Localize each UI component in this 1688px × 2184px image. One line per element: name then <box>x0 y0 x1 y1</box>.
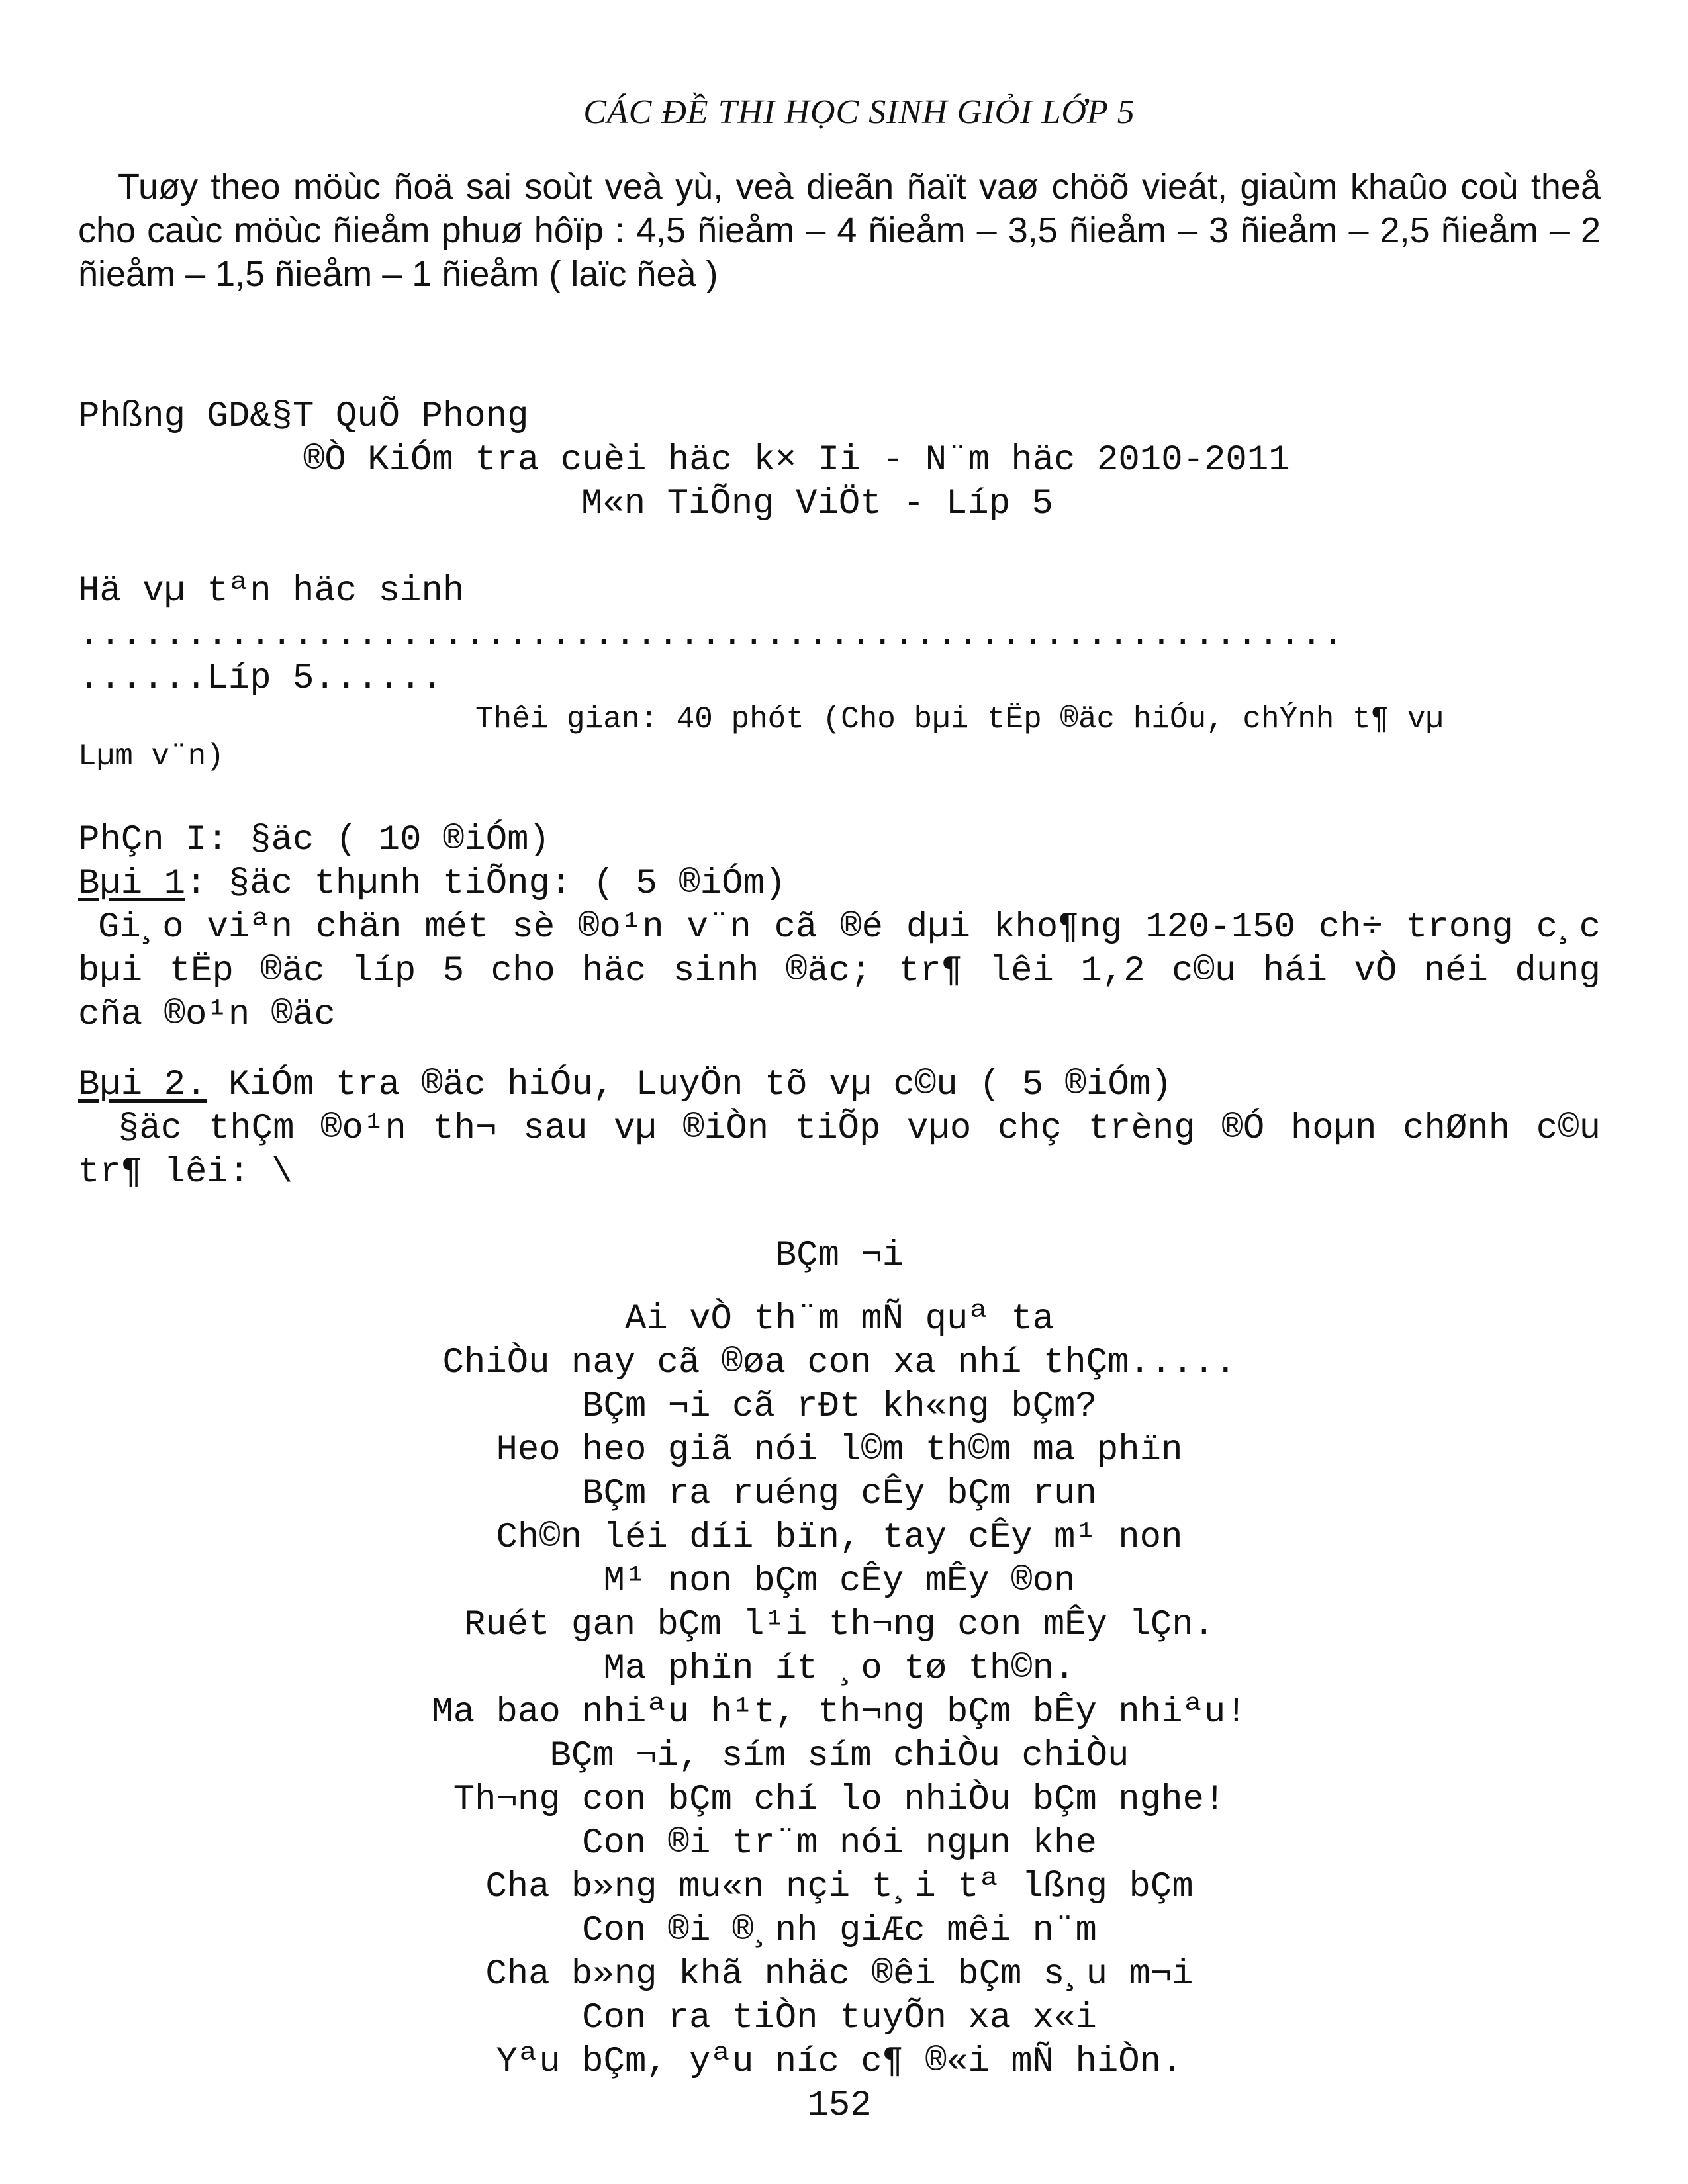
dotted-line: ........................................................... <box>78 615 1344 655</box>
class-line: ......Líp 5...... <box>78 659 443 699</box>
poem-line: Heo heo giã nói l©m th©m ma phïn <box>496 1430 1183 1471</box>
bai1-title: : §äc thµnh tiÕng: ( 5 ®iÓm) <box>185 864 786 904</box>
poem-title: BÇm ¬i <box>774 1236 904 1276</box>
poem-line: Cha b»ng mu«n nçi t¸i tª lßng bÇm <box>485 1867 1194 1907</box>
document-page <box>78 93 1601 2128</box>
bai2-title: KiÓm tra ®äc hiÓu, LuyÖn tõ vµ c©u ( 5 ®iÓm) <box>207 1065 1172 1105</box>
poem-line: Yªu bÇm, yªu níc c¶ ®«i mÑ hiÒn. <box>496 2042 1183 2082</box>
bai2-label: Bµi 2. <box>78 1065 207 1105</box>
part1-heading: PhÇn I: §äc ( 10 ®iÓm) <box>78 820 550 860</box>
scoring-note: Tuøy theo möùc ñoä sai soùt veà yù, veà dieãn ñaït vaø chöõ vieát, giaùm khaûo coù theå cho caùc möùc ñieåm phuø hôïp : 4,5 ñieåm – 4 ñieåm – 3,5 ñieåm – 3 ñieåm – 2,5 ñieåm – 2 ñieåm – 1,5 ñieåm – 1 ñieåm ( laïc ñeà ) <box>78 167 1601 294</box>
poem-line: Con ®i ®¸nh giÆc mêi n¨m <box>582 1911 1097 1951</box>
time-line-1: Thêi gian: 40 phót (Cho bµi tËp ®äc hiÓu, chÝnh t¶ vµ <box>475 702 1444 737</box>
bai2-heading <box>78 1064 1601 1107</box>
poem-line: Con ®i tr¨m nói ngµn khe <box>582 1823 1097 1864</box>
poem-line: Con ra tiÒn tuyÕn xa x«i <box>582 1998 1097 2038</box>
time-line-2: Lµm v¨n) <box>78 739 224 774</box>
poem-line: BÇm ra ruéng cÊy bÇm run <box>582 1474 1097 1514</box>
poem-line: ChiÒu nay cã ®øa con xa nhí thÇm..... <box>442 1343 1237 1383</box>
student-name-label: Hä vµ tªn häc sinh <box>78 571 465 612</box>
poem-line: Ch©n léi díi bïn, tay cÊy m¹ non <box>496 1518 1183 1558</box>
bai1-label: Bµi 1 <box>78 864 186 904</box>
poem <box>78 1234 1601 2084</box>
bai1-heading <box>78 862 1601 906</box>
poem-line: Ai vÒ th¨m mÑ quª ta <box>624 1299 1055 1340</box>
bai2-text: §äc thÇm ®o¹n th¬ sau vµ ®iÒn tiÕp vµo chç trèng ®Ó hoµn chØnh c©u tr¶ lêi: \ <box>78 1109 1601 1193</box>
poem-line: Cha b»ng khã nhäc ®êi bÇm s¸u m¬i <box>485 1954 1194 1995</box>
poem-line: Ma bao nhiªu h¹t, th¬ng bÇm bÊy nhiªu! <box>432 1692 1247 1733</box>
page-number: 152 <box>807 2085 872 2126</box>
poem-line: M¹ non bÇm cÊy mÊy ®on <box>603 1561 1076 1602</box>
subject-line: M«n TiÕng ViÖt - Líp 5 <box>581 484 1053 524</box>
page-header: CÁC ĐỀ THI HỌC SINH GIỎI LỚP 5 <box>583 93 1135 131</box>
exam-title: ®Ò KiÓm tra cuèi häc k× Ii - N¨m häc 2010-2011 <box>303 440 1290 480</box>
poem-line: BÇm ¬i cã rÐt kh«ng bÇm? <box>582 1387 1097 1427</box>
poem-line: Ma phïn ít ¸o tø th©n. <box>603 1649 1076 1689</box>
poem-line: Ruét gan bÇm l¹i th¬ng con mÊy lÇn. <box>463 1605 1215 1645</box>
poem-line: Th¬ng con bÇm chí lo nhiÒu bÇm nghe! <box>453 1780 1226 1820</box>
exam-body <box>78 395 1601 2128</box>
poem-line: BÇm ¬i, sím sím chiÒu chiÒu <box>549 1736 1129 1776</box>
school-name: Phßng GD&§T QuÕ Phong <box>78 396 529 437</box>
time-info <box>78 701 1601 775</box>
bai1-text: Gi¸o viªn chän mét sè ®o¹n v¨n cã ®é dµi kho¶ng 120-150 ch÷ trong c¸c bµi tËp ®äc líp 5 cho häc sinh ®äc; tr¶ lêi 1,2 c©u hái vÒ néi dung cña ®o¹n ®äc <box>78 907 1601 1035</box>
